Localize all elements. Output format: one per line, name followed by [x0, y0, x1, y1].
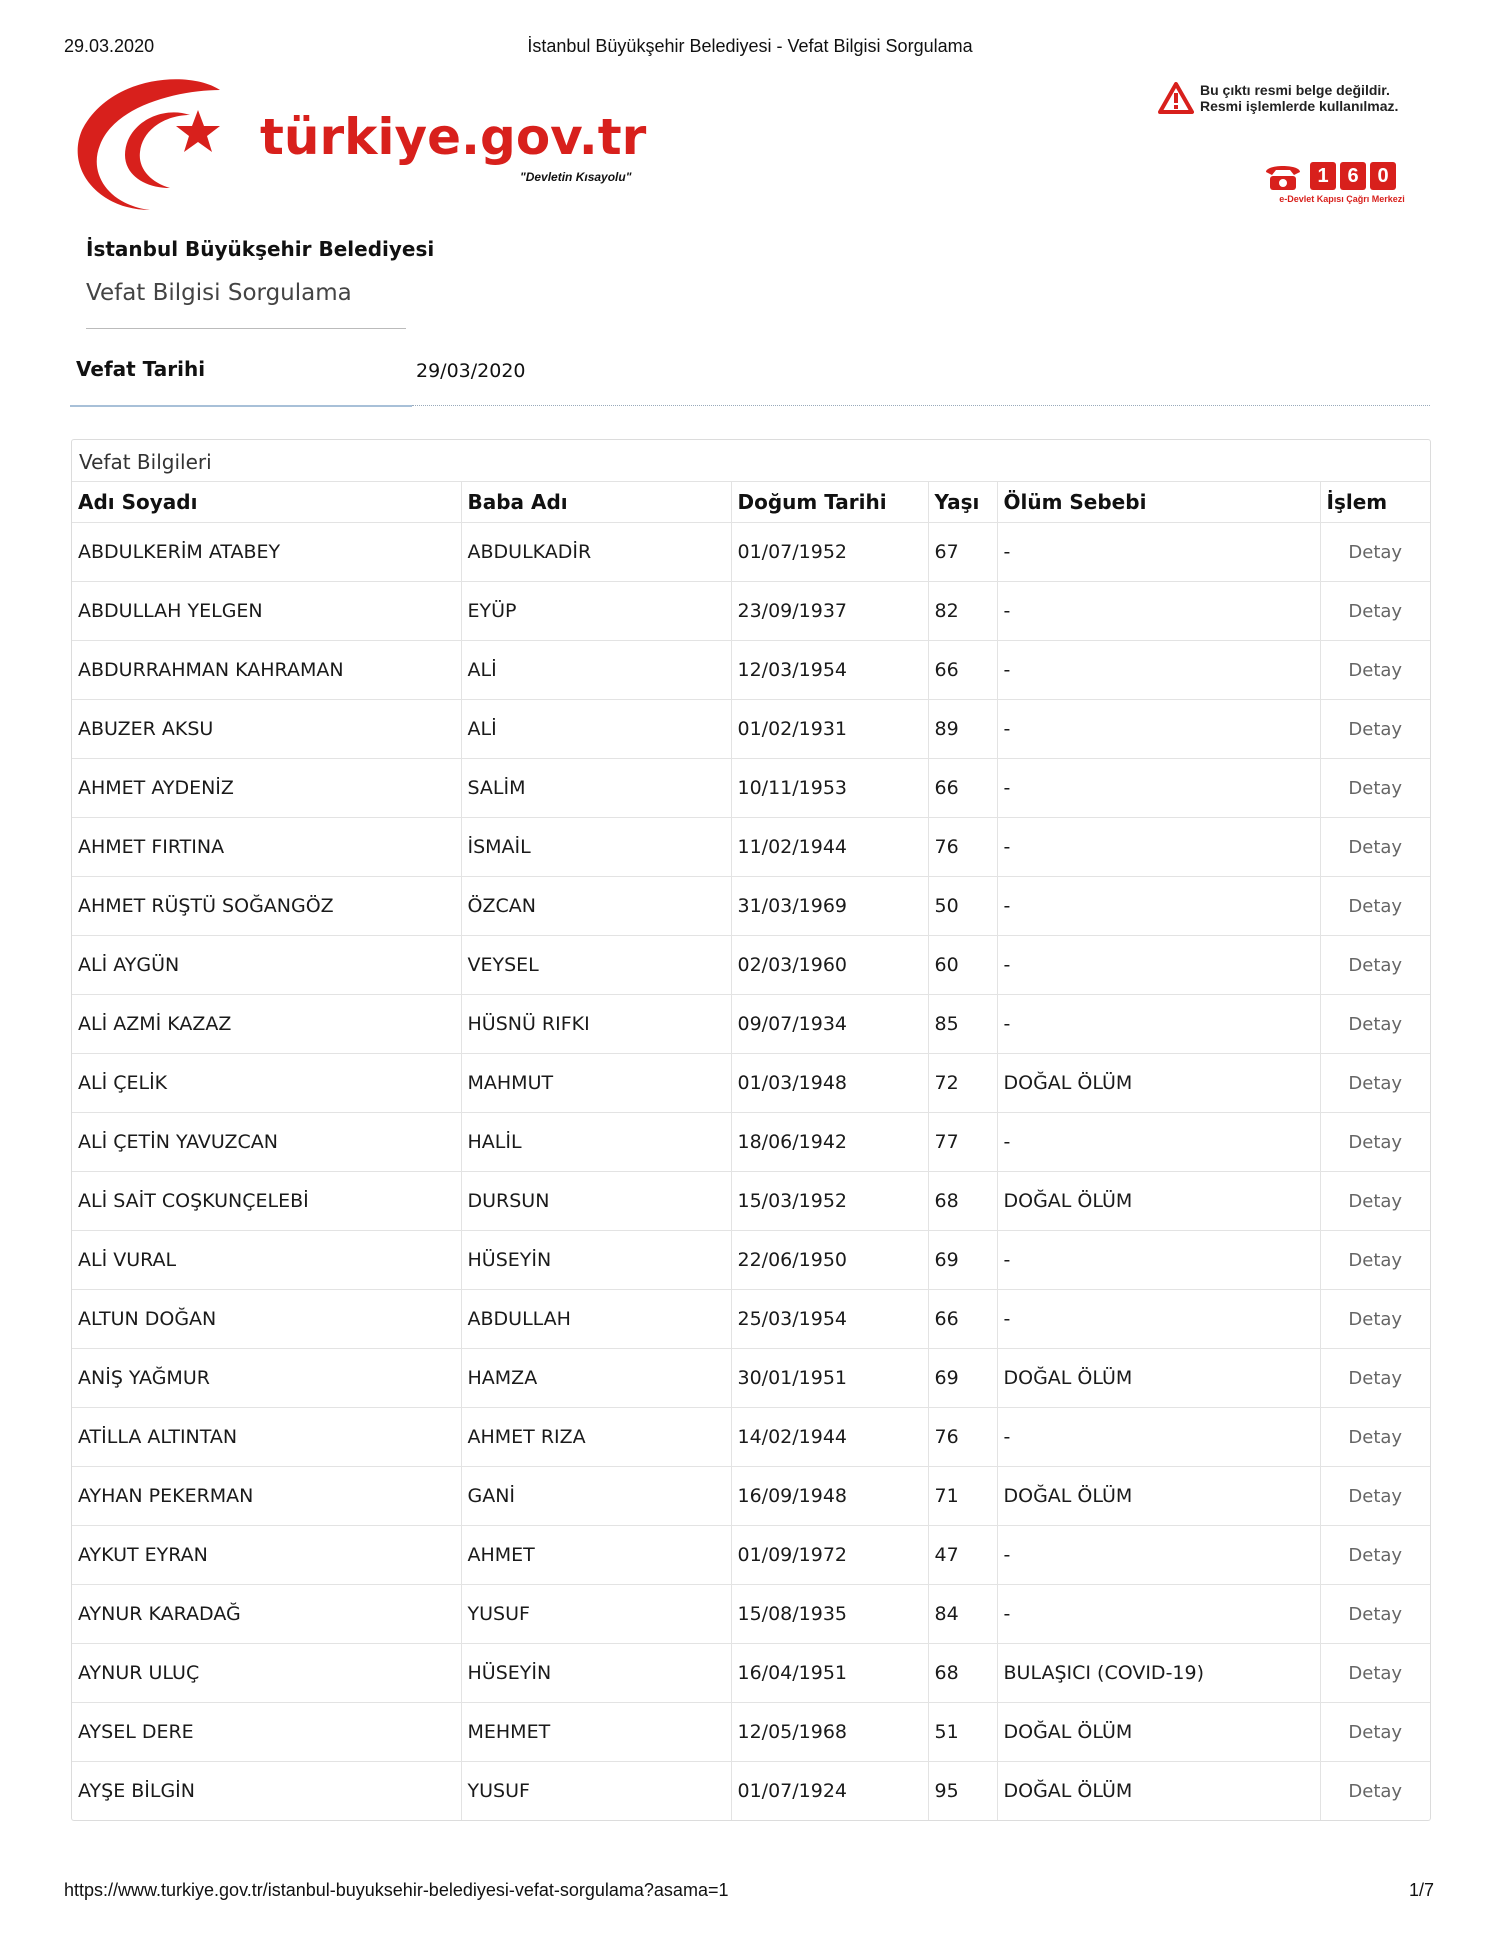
- cell-age: 82: [928, 582, 997, 641]
- cell-birth-date: 30/01/1951: [731, 1349, 928, 1408]
- detay-link[interactable]: Detay: [1320, 995, 1430, 1054]
- cell-birth-date: 31/03/1969: [731, 877, 928, 936]
- cell-cause: -: [997, 818, 1320, 877]
- warning-triangle-icon: [1158, 82, 1194, 114]
- cell-age: 77: [928, 1113, 997, 1172]
- col-header-birth-date[interactable]: Doğum Tarihi: [731, 482, 928, 523]
- cell-cause: DOĞAL ÖLÜM: [997, 1054, 1320, 1113]
- cell-birth-date: 16/09/1948: [731, 1467, 928, 1526]
- table-row: [72, 1644, 1430, 1703]
- cell-birth-date: 15/08/1935: [731, 1585, 928, 1644]
- cell-name: ABDURRAHMAN KAHRAMAN: [72, 641, 461, 700]
- cell-father-name: YUSUF: [461, 1762, 731, 1821]
- cell-birth-date: 12/05/1968: [731, 1703, 928, 1762]
- detay-link[interactable]: Detay: [1348, 1780, 1403, 1802]
- cell-father-name: HAMZA: [461, 1349, 731, 1408]
- warning-line-2: Resmi işlemlerde kullanılmaz.: [1200, 98, 1399, 114]
- detay-link[interactable]: Detay: [1320, 759, 1430, 818]
- cell-cause: -: [997, 1231, 1320, 1290]
- cell-cause: -: [997, 1408, 1320, 1467]
- warning-line-1: Bu çıktı resmi belge değildir.: [1200, 82, 1390, 98]
- cell-cause: -: [997, 877, 1320, 936]
- field-divider-value: [412, 405, 1430, 406]
- panel-title: Vefat Bilgileri: [72, 440, 1430, 482]
- cell-father-name: ALİ: [461, 700, 731, 759]
- table-row: [72, 818, 1430, 877]
- logo-wordmark: türkiye.gov.tr: [260, 108, 647, 166]
- cell-cause: -: [997, 936, 1320, 995]
- death-date-value: 29/03/2020: [416, 360, 526, 382]
- call-digit-1: 1: [1310, 162, 1336, 190]
- cell-name: AYHAN PEKERMAN: [72, 1467, 461, 1526]
- table-row: [72, 700, 1430, 759]
- detay-link[interactable]: Detay: [1320, 1644, 1430, 1703]
- detay-link[interactable]: Detay: [1320, 1526, 1430, 1585]
- print-url: https://www.turkiye.gov.tr/istanbul-buyuksehir-belediyesi-vefat-sorgulama?asama=1: [64, 1880, 729, 1900]
- table-row: [72, 759, 1430, 818]
- table-row: [72, 523, 1430, 582]
- service-name: Vefat Bilgisi Sorgulama: [86, 280, 352, 306]
- field-divider-label: [70, 405, 412, 407]
- detay-link[interactable]: Detay: [1320, 1349, 1430, 1408]
- cell-age: 66: [928, 759, 997, 818]
- cell-age: 66: [928, 641, 997, 700]
- cell-father-name: HÜSEYİN: [461, 1231, 731, 1290]
- cell-cause: -: [997, 523, 1320, 582]
- unofficial-warning: [1158, 80, 1418, 120]
- cell-name: ALİ ÇELİK: [72, 1054, 461, 1113]
- cell-birth-date: 14/02/1944: [731, 1408, 928, 1467]
- cell-birth-date: 11/02/1944: [731, 818, 928, 877]
- cell-age: 85: [928, 995, 997, 1054]
- cell-age: 60: [928, 936, 997, 995]
- table-row: [72, 1172, 1430, 1231]
- cell-name: ANİŞ YAĞMUR: [72, 1349, 461, 1408]
- table-row: [72, 936, 1430, 995]
- cell-birth-date: 10/11/1953: [731, 759, 928, 818]
- cell-birth-date: 01/07/1924: [731, 1762, 928, 1821]
- table-row: [72, 1467, 1430, 1526]
- col-header-name[interactable]: Adı Soyadı: [72, 482, 461, 523]
- cell-birth-date: 23/09/1937: [731, 582, 928, 641]
- cell-birth-date: 12/03/1954: [731, 641, 928, 700]
- cell-birth-date: 22/06/1950: [731, 1231, 928, 1290]
- death-date-label: Vefat Tarihi: [76, 357, 206, 381]
- cell-father-name: HALİL: [461, 1113, 731, 1172]
- detay-link[interactable]: Detay: [1320, 1054, 1430, 1113]
- detay-link[interactable]: Detay: [1320, 700, 1430, 759]
- cell-name: ABDULKERİM ATABEY: [72, 523, 461, 582]
- cell-name: AHMET AYDENİZ: [72, 759, 461, 818]
- cell-father-name: İSMAİL: [461, 818, 731, 877]
- cell-cause: -: [997, 700, 1320, 759]
- table-row: [72, 641, 1430, 700]
- col-header-father-name[interactable]: Baba Adı: [461, 482, 731, 523]
- cell-age: 95: [928, 1762, 997, 1821]
- table-row: [72, 1290, 1430, 1349]
- detay-link[interactable]: Detay: [1320, 523, 1430, 582]
- detay-link[interactable]: Detay: [1320, 818, 1430, 877]
- cell-name: AYŞE BİLGİN: [72, 1762, 461, 1821]
- call-center-label: e-Devlet Kapısı Çağrı Merkezi: [1279, 194, 1405, 204]
- cell-cause: -: [997, 1526, 1320, 1585]
- call-digit-3: 0: [1370, 162, 1396, 190]
- cell-cause: BULAŞICI (COVID-19): [997, 1644, 1320, 1703]
- cell-name: ATİLLA ALTINTAN: [72, 1408, 461, 1467]
- detay-link[interactable]: Detay: [1320, 1408, 1430, 1467]
- table-row: [72, 877, 1430, 936]
- print-header: [0, 36, 1500, 60]
- cell-age: 69: [928, 1231, 997, 1290]
- col-header-action: İşlem: [1320, 482, 1430, 523]
- cell-name: ABDULLAH YELGEN: [72, 582, 461, 641]
- detay-link[interactable]: Detay: [1320, 582, 1430, 641]
- cell-birth-date: 15/03/1952: [731, 1172, 928, 1231]
- table-row: [72, 582, 1430, 641]
- table-row: [72, 1585, 1430, 1644]
- cell-cause: -: [997, 582, 1320, 641]
- cell-age: 69: [928, 1349, 997, 1408]
- table-row: [72, 1231, 1430, 1290]
- table-row: [72, 995, 1430, 1054]
- call-digit-2: 6: [1340, 162, 1366, 190]
- cell-birth-date: 01/09/1972: [731, 1526, 928, 1585]
- detay-link[interactable]: Detay: [1320, 1172, 1430, 1231]
- cell-father-name: ÖZCAN: [461, 877, 731, 936]
- cell-name: ALİ SAİT COŞKUNÇELEBİ: [72, 1172, 461, 1231]
- cell-father-name: AHMET RIZA: [461, 1408, 731, 1467]
- death-records-table: [72, 482, 1430, 1820]
- cell-father-name: DURSUN: [461, 1172, 731, 1231]
- call-center-badge[interactable]: [1262, 160, 1422, 210]
- cell-birth-date: 25/03/1954: [731, 1290, 928, 1349]
- cell-father-name: VEYSEL: [461, 936, 731, 995]
- detay-link[interactable]: Detay: [1320, 641, 1430, 700]
- cell-name: AYNUR ULUÇ: [72, 1644, 461, 1703]
- cell-father-name: GANİ: [461, 1467, 731, 1526]
- table-row: [72, 1526, 1430, 1585]
- print-page-number: 1/7: [1408, 1880, 1434, 1900]
- cell-age: 47: [928, 1526, 997, 1585]
- cell-cause: -: [997, 759, 1320, 818]
- site-logo[interactable]: [70, 70, 690, 220]
- cell-name: ALİ AYGÜN: [72, 936, 461, 995]
- detay-link[interactable]: Detay: [1320, 1113, 1430, 1172]
- cell-father-name: ALİ: [461, 641, 731, 700]
- cell-name: AYKUT EYRAN: [72, 1526, 461, 1585]
- detay-link[interactable]: Detay: [1320, 1585, 1430, 1644]
- cell-father-name: ABDULLAH: [461, 1290, 731, 1349]
- cell-age: 50: [928, 877, 997, 936]
- cell-father-name: YUSUF: [461, 1585, 731, 1644]
- cell-father-name: AHMET: [461, 1526, 731, 1585]
- logo-slogan: "Devletin Kısayolu": [520, 170, 632, 184]
- cell-father-name: MEHMET: [461, 1703, 731, 1762]
- cell-father-name: EYÜP: [461, 582, 731, 641]
- table-row: [72, 1703, 1430, 1762]
- cell-name: AYSEL DERE: [72, 1703, 461, 1762]
- cell-cause: -: [997, 1113, 1320, 1172]
- cell-name: AHMET RÜŞTÜ SOĞANGÖZ: [72, 877, 461, 936]
- detay-link[interactable]: Detay: [1320, 1231, 1430, 1290]
- cell-cause: DOĞAL ÖLÜM: [997, 1762, 1320, 1821]
- cell-birth-date: 01/03/1948: [731, 1054, 928, 1113]
- cell-birth-date: 01/02/1931: [731, 700, 928, 759]
- cell-cause: -: [997, 1585, 1320, 1644]
- cell-age: 66: [928, 1290, 997, 1349]
- cell-cause: -: [997, 641, 1320, 700]
- detay-link[interactable]: Detay: [1320, 877, 1430, 936]
- cell-father-name: HÜSEYİN: [461, 1644, 731, 1703]
- cell-father-name: MAHMUT: [461, 1054, 731, 1113]
- cell-birth-date: 02/03/1960: [731, 936, 928, 995]
- table-row: [72, 1762, 1430, 1821]
- cell-birth-date: 09/07/1934: [731, 995, 928, 1054]
- detay-link[interactable]: Detay: [1320, 936, 1430, 995]
- detay-link[interactable]: Detay: [1320, 1467, 1430, 1526]
- cell-name: AHMET FIRTINA: [72, 818, 461, 877]
- col-header-age[interactable]: Yaşı: [928, 482, 997, 523]
- cell-age: 89: [928, 700, 997, 759]
- organization-name: İstanbul Büyükşehir Belediyesi: [86, 237, 435, 261]
- cell-name: AYNUR KARADAĞ: [72, 1585, 461, 1644]
- print-title: İstanbul Büyükşehir Belediyesi - Vefat Bilgisi Sorgulama: [527, 36, 973, 56]
- cell-cause: DOĞAL ÖLÜM: [997, 1467, 1320, 1526]
- cell-cause: DOĞAL ÖLÜM: [997, 1172, 1320, 1231]
- cell-name: ALİ ÇETİN YAVUZCAN: [72, 1113, 461, 1172]
- col-header-cause[interactable]: Ölüm Sebebi: [997, 482, 1320, 523]
- cell-name: ABUZER AKSU: [72, 700, 461, 759]
- table-row: [72, 1113, 1430, 1172]
- cell-age: 67: [928, 523, 997, 582]
- cell-age: 68: [928, 1644, 997, 1703]
- detay-link[interactable]: Detay: [1320, 1290, 1430, 1349]
- service-divider: [86, 328, 406, 329]
- cell-birth-date: 01/07/1952: [731, 523, 928, 582]
- cell-name: ALTUN DOĞAN: [72, 1290, 461, 1349]
- cell-age: 76: [928, 818, 997, 877]
- cell-father-name: ABDULKADİR: [461, 523, 731, 582]
- print-footer: [0, 1880, 1500, 1904]
- cell-cause: -: [997, 995, 1320, 1054]
- cell-cause: -: [997, 1290, 1320, 1349]
- cell-age: 72: [928, 1054, 997, 1113]
- crescent-star-logo-icon: [70, 70, 260, 220]
- cell-age: 68: [928, 1172, 997, 1231]
- cell-birth-date: 16/04/1951: [731, 1644, 928, 1703]
- table-row: [72, 1349, 1430, 1408]
- cell-birth-date: 18/06/1942: [731, 1113, 928, 1172]
- cell-father-name: SALİM: [461, 759, 731, 818]
- table-row: [72, 1408, 1430, 1467]
- cell-name: ALİ AZMİ KAZAZ: [72, 995, 461, 1054]
- cell-age: 84: [928, 1585, 997, 1644]
- cell-age: 76: [928, 1408, 997, 1467]
- cell-cause: DOĞAL ÖLÜM: [997, 1703, 1320, 1762]
- cell-cause: DOĞAL ÖLÜM: [997, 1349, 1320, 1408]
- detay-link[interactable]: Detay: [1320, 1703, 1430, 1762]
- cell-age: 71: [928, 1467, 997, 1526]
- death-records-panel: [71, 439, 1431, 1821]
- cell-name: ALİ VURAL: [72, 1231, 461, 1290]
- print-date: 29.03.2020: [64, 36, 155, 56]
- cell-father-name: HÜSNÜ RIFKI: [461, 995, 731, 1054]
- table-header-row: [72, 482, 1430, 523]
- telephone-icon: [1262, 162, 1304, 192]
- table-row: [72, 1054, 1430, 1113]
- cell-age: 51: [928, 1703, 997, 1762]
